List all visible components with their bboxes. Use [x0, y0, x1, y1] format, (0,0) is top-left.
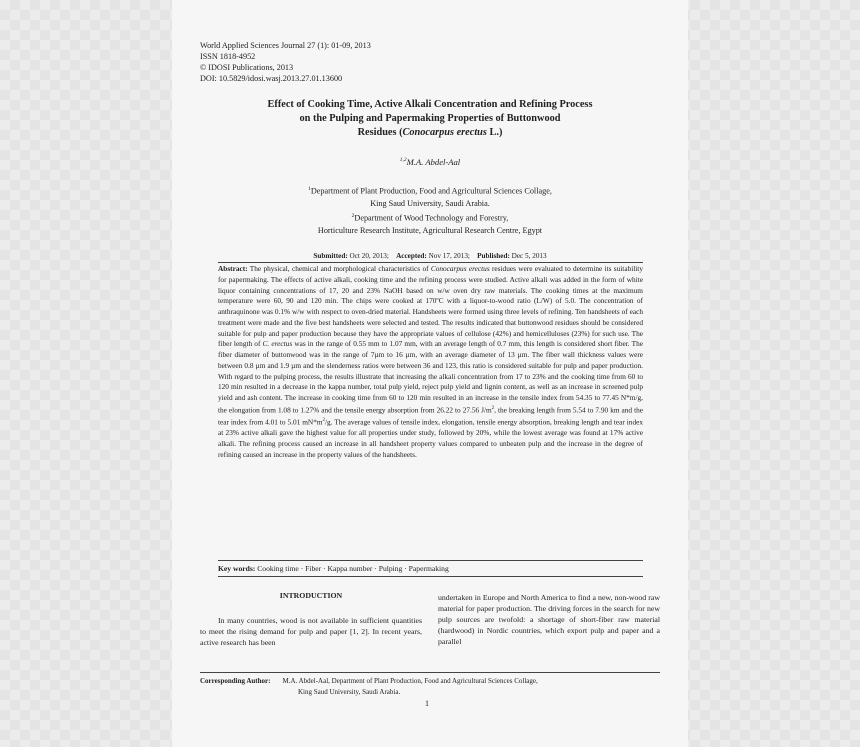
abstract-text-5: /g. The average values of tensile index, elongation, tensile energy absorption, breaking length and tear index at 23% active alkali gave the highest value for all properties under study, followed by 20%, while the lowest average was found at 17% active alkali. The refining process caused an increase in all handsheet property values compared to unbeaten pulp and the increase in the degree of refining caused an increase in the property values of the handsheets.	[218, 417, 643, 459]
corresponding-author	[200, 676, 660, 698]
author-name: M.A. Abdel-Aal	[406, 157, 461, 167]
abstract-sup-2: 2	[322, 417, 326, 423]
affiliation-2-line-2: Horticulture Research Institute, Agricultural Research Centre, Egypt	[317, 226, 543, 236]
affiliation-2-sup: 2	[351, 213, 355, 220]
keywords-top-rule	[218, 560, 643, 561]
abstract-text-4: , the breaking length from 5.54 to 7.90 km and the tear index from 4.01 to 5.01 mN*m	[218, 405, 643, 427]
abstract-species-1: Conocarpus erectus	[430, 264, 490, 273]
title-line-3	[200, 126, 660, 140]
title-species: Conocarpus erectus	[402, 127, 487, 138]
title-line-2: on the Pulping and Papermaking Properties of Buttonwood	[299, 113, 561, 124]
footnote-rule	[200, 672, 660, 673]
abstract-text-2: residues were evaluated to determine its suitability for papermaking. The effects of active alkali, cooking time and the refining process were studied. Active alkali was added in the form of white liquor containing concentrations of 17, 20 and 23% NaOH based on w/w oven dry raw materials. The cooking times at the maximum temperature were 60, 90 and 120 min. The chips were cooked at 170ºC with a liquor-to-wood ratio (L/W) of 5.0. The concentration of anthraquinone was 0.1% w/w with respect to oven-dried material. Handsheets were formed using three levels of refining. Ten handsheets of each treatment were made and the five best handsheets were selected and tested. The results indicated that buttonwood residues should be considered suitable for pulp and paper production because they have the appropriate values of cellulose (42%) and hemicelluloses (23%) for such use. The fiber length of	[218, 264, 643, 349]
journal-doi: DOI: 10.5829/idosi.wasj.2013.27.01.13600	[200, 74, 343, 83]
keywords-text: Cooking time · Fiber · Kappa number · Pulping · Papermaking	[255, 564, 449, 573]
submitted-label: Submitted:	[313, 252, 348, 260]
title-line-3-pre: Residues (	[357, 127, 403, 138]
affiliation-2-text: Department of Wood Technology and Forestry,	[354, 214, 509, 224]
affiliation-1-text: Department of Plant Production, Food and Agricultural Sciences Collage,	[310, 186, 552, 196]
published-label: Published:	[477, 252, 510, 260]
published-date: Dec 5, 2013	[509, 252, 547, 260]
introduction-right-column: undertaken in Europe and North America to find a new, non-wood raw material for paper production. The driving forces in the search for new pulp sources are twofold: a shortage of short-fiber raw material (hardwood) in Nordic countries, which export pulp and paper and a parallel	[438, 593, 660, 646]
journal-info	[200, 40, 371, 84]
abstract-top-rule	[218, 262, 643, 263]
abstract-sup-1: 2	[491, 405, 495, 411]
corresponding-line-1	[200, 676, 660, 687]
affiliation-1-line-1	[200, 183, 660, 198]
keywords	[218, 564, 643, 573]
accepted-date: Nov 17, 2013;	[426, 252, 470, 260]
corresponding-name: M.A. Abdel-Aal, Department of Plant Production, Food and Agricultural Sciences Collage,	[282, 677, 538, 685]
abstract-label: Abstract:	[218, 264, 248, 273]
corresponding-label: Corresponding Author:	[200, 677, 271, 685]
title-line-1: Effect of Cooking Time, Active Alkali Concentration and Refining Process	[267, 99, 593, 110]
submitted-date: Oct 20, 2013;	[347, 252, 389, 260]
abstract-species-2: C. erectus	[262, 339, 293, 349]
abstract	[218, 264, 643, 460]
journal-issn: ISSN 1818-4952	[200, 52, 256, 61]
affiliation-2-line-1	[200, 210, 660, 225]
affiliation-1-sup: 1	[308, 186, 311, 192]
author-sup: 1,2	[399, 157, 407, 164]
keywords-bottom-rule	[218, 576, 643, 577]
author-line	[200, 157, 660, 167]
journal-citation: World Applied Sciences Journal 27 (1): 01-09, 2013	[200, 41, 371, 50]
page-number: 1	[425, 699, 429, 708]
introduction-left-column: In many countries, wood is not available in sufficient quantities to meet the rising demand for pulp and paper [1, 2]. In recent years, active research has been	[200, 616, 422, 647]
accepted-label: Accepted:	[396, 252, 427, 260]
keywords-label: Key words:	[218, 564, 256, 573]
paper-title	[200, 98, 660, 140]
abstract-text-3: was in the range of 0.55 mm to 1.07 mm, with an average length of 0.7 mm, this length is considered short fiber. The fiber diameter of buttonwood was in the range of 7µm to 16 µm, with an average diameter of 13 µm. The fiber wall thickness values were between 0.8 µm and 1.9 µm and the slenderness ratios were between 36 and 123, this ratio is considered suitable for pulp and paper production. With regard to the pulping process, the results illustrate that increasing the alkali concentration from 17 to 23% and the cooking time from 60 to 120 min resulted in a decrease in the kappa number, total pulp yield, reject pulp yield and lignin content, as well as an increase in screened pulp yield and ash content. The increase in cooking time from 60 to 120 min resulted in an increase in the tensile index from 54.35 to 77.45 N*m/g, the elongation from 1.08 to 1.27% and the tensile energy absorption from 26.22 to 27.56 J/m	[218, 339, 643, 415]
introduction-heading: INTRODUCTION	[279, 591, 343, 600]
journal-publisher: © IDOSI Publications, 2013	[200, 63, 294, 72]
affiliation-1-line-2: King Saud University, Saudi Arabia.	[370, 199, 490, 209]
title-line-3-post: L.)	[486, 127, 503, 138]
affiliations	[200, 183, 660, 238]
submission-dates	[200, 252, 660, 260]
corresponding-line-2: King Saud University, Saudi Arabia.	[298, 688, 401, 696]
abstract-text-1: The physical, chemical and morphological characteristics of	[247, 264, 431, 273]
